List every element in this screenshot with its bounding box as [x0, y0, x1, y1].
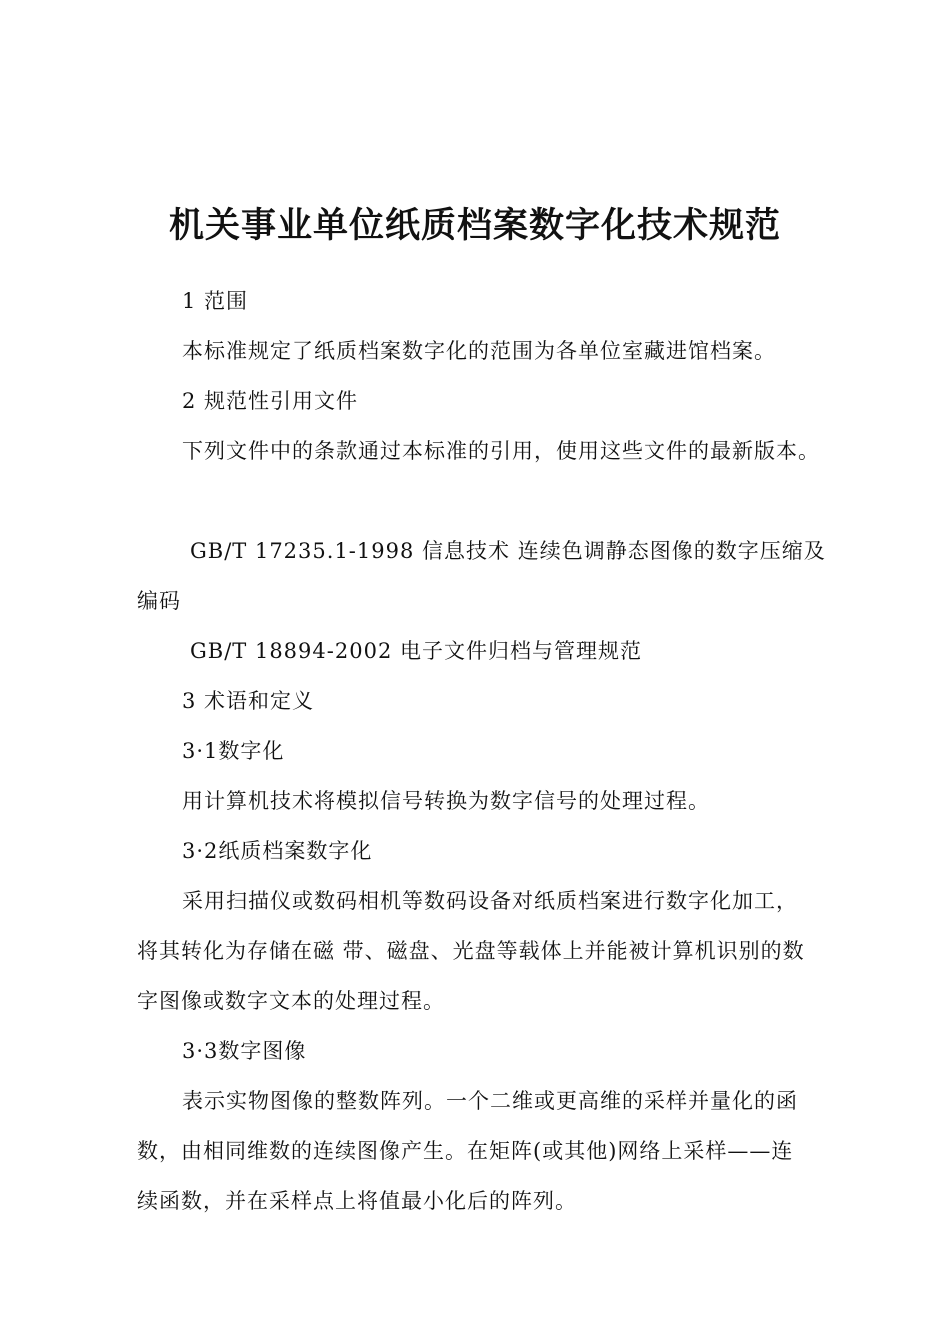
reference-item-1-continuation: 编码 — [137, 589, 181, 613]
term-definition-digital-image-line-1: 表示实物图像的整数阵列。一个二维或更高维的采样并量化的函 — [182, 1089, 798, 1113]
section-heading-terms: 3 术语和定义 — [182, 689, 315, 713]
term-definition-digital-image-line-2: 数，由相同维数的连续图像产生。在矩阵(或其他)网络上采样——连 — [137, 1139, 794, 1163]
term-definition-paper-archive-line-3: 字图像或数字文本的处理过程。 — [137, 989, 445, 1013]
term-heading-paper-archive-digitization: 3·2纸质档案数字化 — [182, 839, 373, 863]
reference-item-2: GB/T 18894-2002 电子文件归档与管理规范 — [190, 639, 642, 663]
section-heading-references: 2 规范性引用文件 — [182, 389, 359, 413]
term-definition-digitization: 用计算机技术将模拟信号转换为数字信号的处理过程。 — [182, 789, 710, 813]
term-definition-paper-archive-line-2: 将其转化为存储在磁 带、磁盘、光盘等载体上并能被计算机识别的数 — [137, 939, 805, 963]
section-heading-scope: 1 范围 — [182, 289, 249, 313]
term-heading-digitization: 3·1数字化 — [182, 739, 285, 763]
term-heading-digital-image: 3·3数字图像 — [182, 1039, 307, 1063]
paragraph-references: 下列文件中的条款通过本标准的引用，使用这些文件的最新版本。 — [182, 439, 820, 463]
paragraph-scope: 本标准规定了纸质档案数字化的范围为各单位室藏进馆档案。 — [182, 339, 776, 363]
document-title: 机关事业单位纸质档案数字化技术规范 — [168, 206, 781, 246]
term-definition-digital-image-line-3: 续函数，并在采样点上将值最小化后的阵列。 — [137, 1189, 577, 1213]
term-definition-paper-archive-line-1: 采用扫描仪或数码相机等数码设备对纸质档案进行数字化加工， — [182, 889, 798, 913]
reference-item-1: GB/T 17235.1-1998 信息技术 连续色调静态图像的数字压缩及 — [190, 539, 826, 563]
